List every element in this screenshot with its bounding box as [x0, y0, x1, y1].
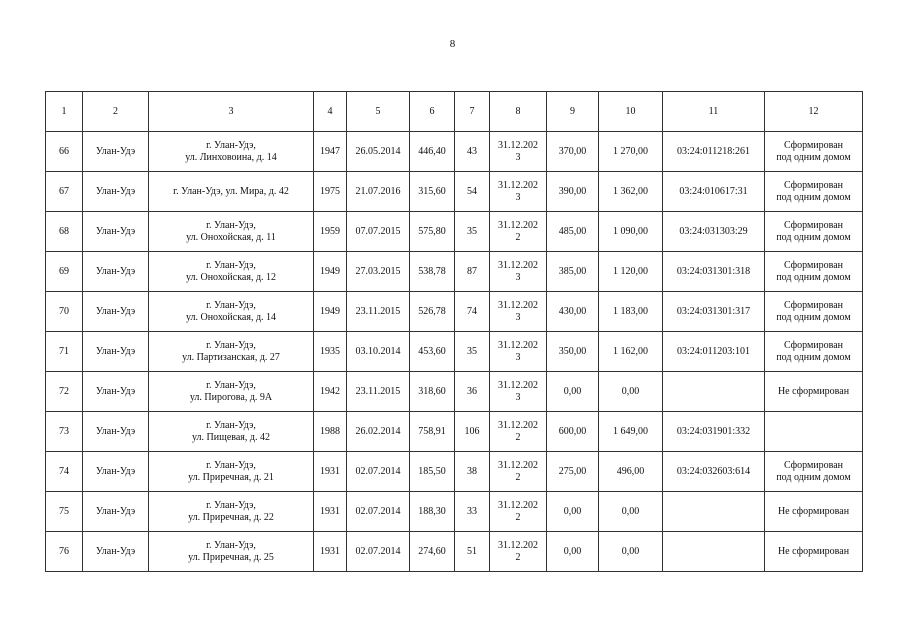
- column-header-8: 8: [490, 92, 547, 132]
- residents-count-cell: 43: [455, 132, 490, 172]
- city-cell: Улан-Удэ: [83, 252, 149, 292]
- land-status-cell: Сформирован под одним домом: [765, 292, 863, 332]
- city-cell: Улан-Удэ: [83, 332, 149, 372]
- residents-count-cell: 35: [455, 332, 490, 372]
- year-built-cell: 1975: [314, 172, 347, 212]
- land-status-cell: Не сформирован: [765, 532, 863, 572]
- cadastral-number-cell: 03:24:032603:614: [663, 452, 765, 492]
- row-number-cell: 66: [46, 132, 83, 172]
- city-cell: Улан-Удэ: [83, 172, 149, 212]
- area-cell: 446,40: [410, 132, 455, 172]
- value-cell-9: 0,00: [547, 532, 599, 572]
- city-cell: Улан-Удэ: [83, 412, 149, 452]
- row-number-cell: 69: [46, 252, 83, 292]
- year-built-cell: 1949: [314, 252, 347, 292]
- address-cell: г. Улан-Удэ, ул. Приречная, д. 25: [149, 532, 314, 572]
- value-cell-10: 496,00: [599, 452, 663, 492]
- deadline-cell: 31.12.202 3: [490, 332, 547, 372]
- row-number-cell: 71: [46, 332, 83, 372]
- land-status-cell: Не сформирован: [765, 372, 863, 412]
- value-cell-9: 385,00: [547, 252, 599, 292]
- deadline-cell: 31.12.202 3: [490, 252, 547, 292]
- deadline-cell: 31.12.202 2: [490, 412, 547, 452]
- cadastral-number-cell: 03:24:031901:332: [663, 412, 765, 452]
- address-cell: г. Улан-Удэ, ул. Мира, д. 42: [149, 172, 314, 212]
- row-number-cell: 72: [46, 372, 83, 412]
- land-status-cell: [765, 412, 863, 452]
- column-header-9: 9: [547, 92, 599, 132]
- row-number-cell: 75: [46, 492, 83, 532]
- year-built-cell: 1949: [314, 292, 347, 332]
- area-cell: 575,80: [410, 212, 455, 252]
- value-cell-10: 0,00: [599, 492, 663, 532]
- value-cell-9: 370,00: [547, 132, 599, 172]
- address-cell: г. Улан-Удэ, ул. Онохойская, д. 12: [149, 252, 314, 292]
- residents-count-cell: 33: [455, 492, 490, 532]
- year-built-cell: 1959: [314, 212, 347, 252]
- value-cell-9: 350,00: [547, 332, 599, 372]
- residents-count-cell: 106: [455, 412, 490, 452]
- value-cell-9: 390,00: [547, 172, 599, 212]
- address-cell: г. Улан-Удэ, ул. Онохойская, д. 14: [149, 292, 314, 332]
- deadline-cell: 31.12.202 2: [490, 212, 547, 252]
- year-built-cell: 1931: [314, 492, 347, 532]
- date-cell: 23.11.2015: [347, 292, 410, 332]
- city-cell: Улан-Удэ: [83, 132, 149, 172]
- date-cell: 02.07.2014: [347, 452, 410, 492]
- cadastral-number-cell: 03:24:011203:101: [663, 332, 765, 372]
- column-header-12: 12: [765, 92, 863, 132]
- page-number: 8: [449, 38, 456, 50]
- address-cell: г. Улан-Удэ, ул. Линховоина, д. 14: [149, 132, 314, 172]
- table-row: [46, 252, 863, 292]
- column-header-4: 4: [314, 92, 347, 132]
- land-status-cell: Сформирован под одним домом: [765, 452, 863, 492]
- column-header-6: 6: [410, 92, 455, 132]
- residents-count-cell: 36: [455, 372, 490, 412]
- address-cell: г. Улан-Удэ, ул. Пищевая, д. 42: [149, 412, 314, 452]
- address-cell: г. Улан-Удэ, ул. Приречная, д. 21: [149, 452, 314, 492]
- row-number-cell: 68: [46, 212, 83, 252]
- residents-count-cell: 54: [455, 172, 490, 212]
- area-cell: 526,78: [410, 292, 455, 332]
- table-row: [46, 452, 863, 492]
- deadline-cell: 31.12.202 2: [490, 452, 547, 492]
- residents-count-cell: 74: [455, 292, 490, 332]
- year-built-cell: 1942: [314, 372, 347, 412]
- value-cell-10: 1 183,00: [599, 292, 663, 332]
- cadastral-number-cell: 03:24:031301:317: [663, 292, 765, 332]
- area-cell: 453,60: [410, 332, 455, 372]
- date-cell: 03.10.2014: [347, 332, 410, 372]
- cadastral-number-cell: 03:24:031301:318: [663, 252, 765, 292]
- address-cell: г. Улан-Удэ, ул. Пирогова, д. 9А: [149, 372, 314, 412]
- row-number-cell: 76: [46, 532, 83, 572]
- residents-count-cell: 35: [455, 212, 490, 252]
- year-built-cell: 1931: [314, 532, 347, 572]
- row-number-cell: 73: [46, 412, 83, 452]
- year-built-cell: 1947: [314, 132, 347, 172]
- date-cell: 02.07.2014: [347, 492, 410, 532]
- table-row: [46, 492, 863, 532]
- table-row: [46, 292, 863, 332]
- cadastral-number-cell: [663, 532, 765, 572]
- date-cell: 21.07.2016: [347, 172, 410, 212]
- area-cell: 318,60: [410, 372, 455, 412]
- cadastral-number-cell: 03:24:010617:31: [663, 172, 765, 212]
- date-cell: 02.07.2014: [347, 532, 410, 572]
- address-cell: г. Улан-Удэ, ул. Онохойская, д. 11: [149, 212, 314, 252]
- value-cell-9: 600,00: [547, 412, 599, 452]
- table-body: [46, 132, 863, 572]
- area-cell: 538,78: [410, 252, 455, 292]
- value-cell-10: 0,00: [599, 532, 663, 572]
- table-row: [46, 172, 863, 212]
- value-cell-9: 0,00: [547, 372, 599, 412]
- area-cell: 274,60: [410, 532, 455, 572]
- table-row: [46, 212, 863, 252]
- column-header-2: 2: [83, 92, 149, 132]
- value-cell-10: 1 162,00: [599, 332, 663, 372]
- header-row: [46, 92, 863, 132]
- land-status-cell: Сформирован под одним домом: [765, 172, 863, 212]
- row-number-cell: 70: [46, 292, 83, 332]
- cadastral-number-cell: [663, 372, 765, 412]
- deadline-cell: 31.12.202 2: [490, 532, 547, 572]
- value-cell-10: 1 270,00: [599, 132, 663, 172]
- date-cell: 27.03.2015: [347, 252, 410, 292]
- column-header-10: 10: [599, 92, 663, 132]
- land-status-cell: Сформирован под одним домом: [765, 212, 863, 252]
- value-cell-10: 1 362,00: [599, 172, 663, 212]
- value-cell-10: 1 090,00: [599, 212, 663, 252]
- deadline-cell: 31.12.202 3: [490, 172, 547, 212]
- table-row: [46, 332, 863, 372]
- column-header-3: 3: [149, 92, 314, 132]
- cadastral-number-cell: [663, 492, 765, 532]
- housing-registry-table: [45, 91, 863, 572]
- row-number-cell: 67: [46, 172, 83, 212]
- column-header-1: 1: [46, 92, 83, 132]
- value-cell-10: 1 649,00: [599, 412, 663, 452]
- address-cell: г. Улан-Удэ, ул. Приречная, д. 22: [149, 492, 314, 532]
- column-header-5: 5: [347, 92, 410, 132]
- area-cell: 315,60: [410, 172, 455, 212]
- area-cell: 185,50: [410, 452, 455, 492]
- land-status-cell: Сформирован под одним домом: [765, 252, 863, 292]
- city-cell: Улан-Удэ: [83, 292, 149, 332]
- value-cell-10: 0,00: [599, 372, 663, 412]
- date-cell: 26.05.2014: [347, 132, 410, 172]
- deadline-cell: 31.12.202 2: [490, 492, 547, 532]
- city-cell: Улан-Удэ: [83, 372, 149, 412]
- address-cell: г. Улан-Удэ, ул. Партизанская, д. 27: [149, 332, 314, 372]
- table-row: [46, 372, 863, 412]
- table-header: [46, 92, 863, 132]
- value-cell-9: 430,00: [547, 292, 599, 332]
- date-cell: 07.07.2015: [347, 212, 410, 252]
- city-cell: Улан-Удэ: [83, 452, 149, 492]
- column-header-11: 11: [663, 92, 765, 132]
- value-cell-9: 0,00: [547, 492, 599, 532]
- year-built-cell: 1935: [314, 332, 347, 372]
- land-status-cell: Сформирован под одним домом: [765, 332, 863, 372]
- area-cell: 188,30: [410, 492, 455, 532]
- date-cell: 23.11.2015: [347, 372, 410, 412]
- year-built-cell: 1931: [314, 452, 347, 492]
- value-cell-9: 275,00: [547, 452, 599, 492]
- residents-count-cell: 51: [455, 532, 490, 572]
- city-cell: Улан-Удэ: [83, 492, 149, 532]
- cadastral-number-cell: 03:24:011218:261: [663, 132, 765, 172]
- residents-count-cell: 38: [455, 452, 490, 492]
- table-row: [46, 532, 863, 572]
- column-header-7: 7: [455, 92, 490, 132]
- year-built-cell: 1988: [314, 412, 347, 452]
- table-row: [46, 412, 863, 452]
- value-cell-10: 1 120,00: [599, 252, 663, 292]
- date-cell: 26.02.2014: [347, 412, 410, 452]
- area-cell: 758,91: [410, 412, 455, 452]
- table-row: [46, 132, 863, 172]
- city-cell: Улан-Удэ: [83, 212, 149, 252]
- value-cell-9: 485,00: [547, 212, 599, 252]
- deadline-cell: 31.12.202 3: [490, 292, 547, 332]
- row-number-cell: 74: [46, 452, 83, 492]
- deadline-cell: 31.12.202 3: [490, 132, 547, 172]
- deadline-cell: 31.12.202 3: [490, 372, 547, 412]
- city-cell: Улан-Удэ: [83, 532, 149, 572]
- land-status-cell: Сформирован под одним домом: [765, 132, 863, 172]
- land-status-cell: Не сформирован: [765, 492, 863, 532]
- residents-count-cell: 87: [455, 252, 490, 292]
- cadastral-number-cell: 03:24:031303:29: [663, 212, 765, 252]
